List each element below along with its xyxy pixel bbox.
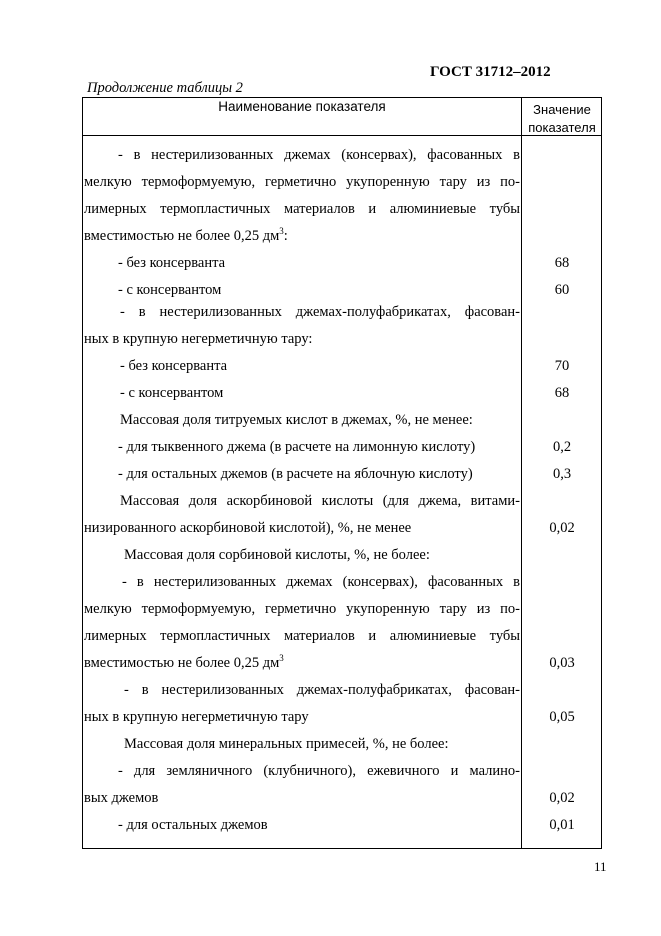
row-text: - без консерванта	[118, 255, 226, 271]
document-code: ГОСТ 31712–2012	[430, 64, 551, 80]
row-text: лимерных термопластичных материалов и алюминиевые тубы	[84, 628, 520, 644]
column-header-value	[522, 101, 602, 137]
row-text: - для земляничного (клубничного), ежевичного и малино-	[118, 763, 520, 779]
page-number: 11	[594, 859, 607, 874]
row-text: - для остальных джемов	[118, 817, 268, 833]
column-header-value-line2: показателя	[528, 120, 596, 135]
row-text: низированного аскорбиновой кислотой), %, не менее	[84, 520, 412, 536]
row-text: Массовая доля титруемых кислот в джемах, %, не менее:	[120, 412, 473, 428]
value-cell: 0,2	[552, 439, 572, 455]
row-text: ных в крупную негерметичную тару	[84, 709, 309, 725]
value-cell: 70	[554, 358, 570, 374]
row-text: - без консерванта	[120, 358, 228, 374]
value-cell: 0,05	[549, 709, 575, 725]
row-text-main: вместимостью не более 0,25 дм	[84, 228, 280, 244]
value-cell: 68	[554, 255, 570, 271]
superscript: 3	[279, 226, 284, 237]
row-text: - с консервантом	[118, 282, 222, 298]
value-cell: 0,02	[549, 520, 575, 536]
value-cell: 0,02	[549, 790, 575, 806]
row-text: - с консервантом	[120, 385, 224, 401]
row-text: вых джемов	[84, 790, 159, 806]
row-text: ных в крупную негерметичную тару:	[84, 331, 313, 347]
row-text: мелкую термоформуемую, герметично укупоренную тару из по-	[84, 174, 520, 190]
column-header-value-line1: Значение	[533, 102, 591, 117]
value-cell: 0,3	[552, 466, 572, 482]
row-text: - для остальных джемов (в расчете на яблочную кислоту)	[118, 466, 473, 482]
row-text: лимерных термопластичных материалов и алюминиевые тубы	[84, 201, 520, 217]
value-cell: 0,03	[549, 655, 575, 671]
row-text: Массовая доля аскорбиновой кислоты (для джема, витами-	[120, 493, 520, 509]
value-cell: 0,01	[549, 817, 575, 833]
row-text: мелкую термоформуемую, герметично укупоренную тару из по-	[84, 601, 520, 617]
row-text-main: вместимостью не более 0,25 дм	[84, 655, 280, 671]
table-caption: Продолжение таблицы 2	[87, 80, 243, 96]
row-text: - в нестерилизованных джемах-полуфабрикатах, фасован-	[120, 304, 520, 320]
row-text	[84, 653, 520, 673]
row-text: - в нестерилизованных джемах (консервах), фасованных в	[118, 147, 520, 163]
row-text: Массовая доля сорбиновой кислоты, %, не более:	[124, 547, 430, 563]
row-text: - в нестерилизованных джемах (консервах), фасованных в	[122, 574, 520, 590]
row-text: Массовая доля минеральных примесей, %, не более:	[124, 736, 449, 752]
superscript: 3	[279, 653, 284, 664]
value-cell: 60	[554, 282, 570, 298]
row-text: - для тыквенного джема (в расчете на лимонную кислоту)	[118, 439, 476, 455]
value-cell: 68	[554, 385, 570, 401]
row-text-tail: :	[283, 228, 288, 244]
row-text: - в нестерилизованных джемах-полуфабрикатах, фасован-	[124, 682, 520, 698]
column-header-name: Наименование показателя	[218, 99, 386, 114]
row-text	[84, 226, 520, 246]
